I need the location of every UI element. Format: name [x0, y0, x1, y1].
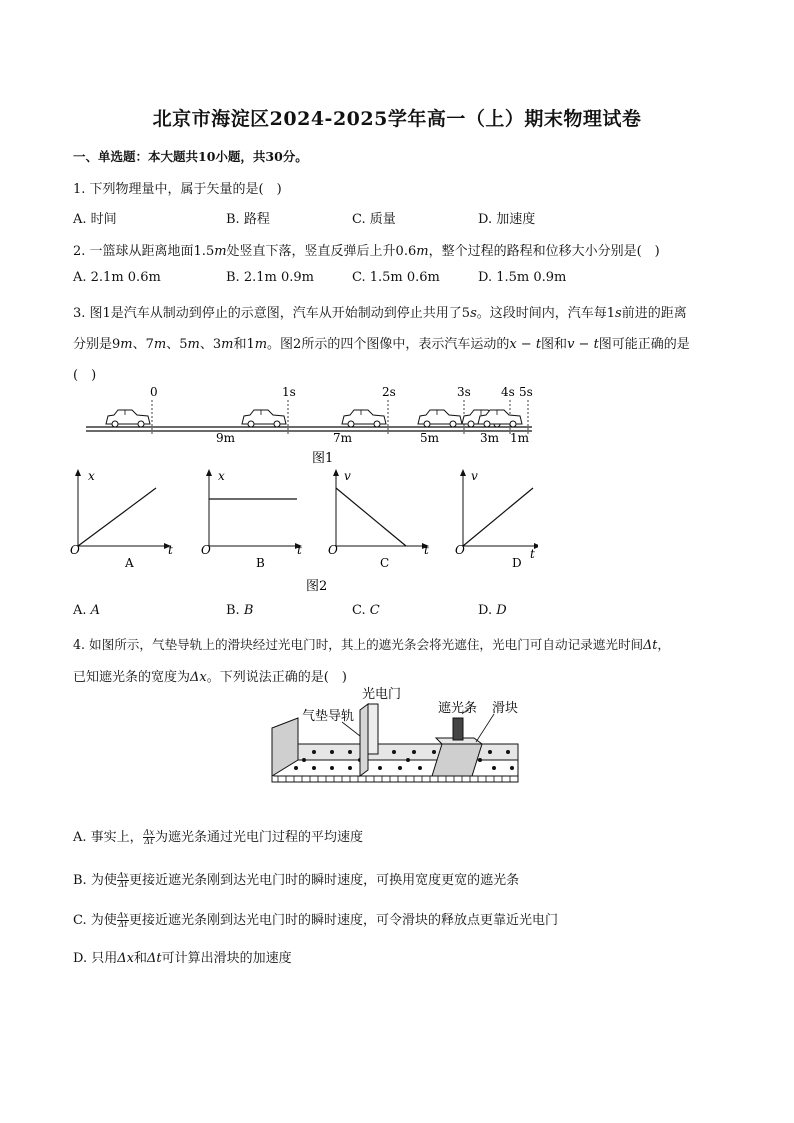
q3-text: 和1 [233, 337, 255, 352]
graph-label: A [125, 556, 134, 570]
q3-text: 前进的距离 [621, 306, 687, 321]
option-answer: C [369, 603, 380, 618]
y-axis-label: v [344, 469, 351, 483]
time-label: 1s [282, 385, 296, 399]
velocity-fraction [117, 872, 129, 889]
shading-strip-label: 遮光条 [438, 701, 478, 716]
graph-label: D [512, 556, 522, 570]
option-prefix: B. [226, 603, 244, 618]
time-label: 5s [519, 385, 533, 399]
q2-option-d: D. 1.5m 0.9m [478, 270, 567, 285]
graph-a [70, 469, 173, 570]
fraction-denominator: Δt [118, 880, 128, 889]
velocity-fraction [143, 829, 155, 846]
option-text: B. 为使 [73, 873, 117, 888]
x-axis-label: t [530, 547, 535, 561]
question-2-stem [73, 240, 660, 259]
q1-option-a: A. 时间 [73, 212, 117, 227]
page-title: 北京市海淀区2024-2025学年高一（上）期末物理试卷 [152, 108, 642, 130]
question-3-line1 [73, 302, 687, 321]
option-answer: D [496, 603, 507, 618]
origin-label: O [328, 543, 338, 557]
option-text: 可计算出滑块的加速度 [161, 951, 292, 966]
distance-label: 5m [420, 431, 440, 445]
question-1-stem: 1. 下列物理量中，属于矢量的是( ) [73, 182, 282, 197]
photogate-label: 光电门 [362, 687, 402, 702]
y-axis-label: v [471, 469, 478, 483]
fraction-denominator: Δt [118, 920, 128, 929]
x-axis-label: t [297, 543, 302, 557]
figure-2-graphs [68, 466, 538, 596]
origin-label: O [70, 543, 80, 557]
origin-label: O [455, 543, 465, 557]
question-4-line2 [73, 666, 347, 685]
q3-text: 图和 [541, 337, 568, 352]
figure-2-caption: 图2 [306, 579, 328, 594]
distance-label: 9m [216, 431, 236, 445]
air-track-figure [268, 684, 530, 790]
q3-text: 。图2所示的四个图像中，表示汽车运动的 [267, 337, 510, 352]
question-3-line3: ( ) [73, 368, 97, 383]
unit-m: m [214, 244, 227, 259]
distance-label: 3m [480, 431, 500, 445]
q3-text: 、7 [132, 337, 154, 352]
option-text: D. 只用 [73, 951, 118, 966]
delta-t-symbol: Δt [643, 637, 658, 652]
time-label: 0 [150, 385, 158, 399]
x-t-symbol: x − t [509, 337, 542, 352]
distance-label: 7m [333, 431, 353, 445]
q1-option-c: C. 质量 [352, 212, 396, 227]
q2-stem-part1: 2. 一篮球从距离地面1.5 [73, 244, 215, 259]
time-label: 4s [501, 385, 515, 399]
distance-label: 1m [510, 431, 530, 445]
car-icon [342, 410, 386, 427]
graph-d [455, 469, 538, 570]
x-axis-label: t [168, 543, 173, 557]
time-label: 3s [457, 385, 471, 399]
option-prefix: D. [478, 603, 497, 618]
graph-label: C [380, 556, 390, 570]
q4-option-a [73, 826, 363, 846]
y-axis-label: x [88, 469, 95, 483]
unit-m: m [221, 337, 234, 352]
question-3-line2 [73, 333, 690, 352]
car-icon [418, 410, 462, 427]
q3-text: 。这段时间内，汽车每1 [476, 306, 616, 321]
q2-option-c: C. 1.5m 0.6m [352, 270, 440, 285]
time-label: 2s [382, 385, 396, 399]
unit-s: s [615, 306, 622, 321]
q3-text: 3. 图1是汽车从制动到停止的示意图，汽车从开始制动到停止共用了5 [73, 306, 471, 321]
option-text: 更接近遮光条刚到达光电门时的瞬时速度，可换用宽度更宽的遮光条 [129, 873, 520, 888]
q2-option-a: A. 2.1m 0.6m [73, 270, 161, 285]
unit-m: m [153, 337, 167, 352]
graph-label: B [256, 556, 265, 570]
question-4-line1 [73, 634, 670, 653]
option-prefix: C. [352, 603, 370, 618]
y-axis-label: x [218, 469, 225, 483]
unit-m: m [254, 337, 268, 352]
fraction-numerator: Δx [143, 828, 154, 837]
option-answer: A [90, 603, 101, 618]
option-text: 为遮光条通过光电门过程的平均速度 [154, 830, 363, 845]
q4-option-d [73, 947, 292, 966]
delta-x-symbol: Δx [190, 670, 207, 685]
q4-text: 4. 如图所示，气垫导轨上的滑块经过光电门时，其上的遮光条会将光遮住，光电门可自动记录遮光时间 [73, 637, 644, 652]
unit-m: m [416, 244, 429, 259]
q1-option-b: B. 路程 [226, 212, 270, 227]
car-icon [242, 410, 286, 427]
slider-label: 滑块 [492, 701, 519, 716]
option-text: 更接近遮光条刚到达光电门时的瞬时速度，可令滑块的释放点更靠近光电门 [129, 913, 559, 928]
delta-t-symbol: Δt [146, 951, 162, 966]
q3-option-d [478, 603, 507, 618]
graph-b [201, 469, 302, 570]
fraction-denominator: Δt [144, 837, 154, 846]
velocity-fraction [117, 912, 129, 929]
option-text: 和 [133, 951, 147, 966]
q1-option-d: D. 加速度 [478, 212, 536, 227]
figure-1-braking-diagram [80, 378, 550, 466]
unit-m: m [187, 337, 200, 352]
option-prefix: A. [73, 603, 91, 618]
option-text: C. 为使 [73, 913, 117, 928]
v-t-symbol: v − t [567, 337, 599, 352]
fraction-numerator: Δx [117, 871, 129, 880]
q3-option-a [73, 603, 100, 618]
fraction-numerator: Δx [117, 911, 129, 920]
unit-m: m [120, 337, 133, 352]
section-heading: 一、单选题：本大题共10小题，共30分。 [73, 149, 308, 164]
x-axis-label: t [424, 543, 429, 557]
q4-text: ， [657, 637, 670, 652]
q2-stem-part2: 处竖直下落，竖直反弹后上升0.6 [226, 244, 417, 259]
q4-text: 已知遮光条的宽度为 [73, 670, 191, 685]
unit-s: s [470, 306, 477, 321]
car-icon [106, 410, 150, 427]
q4-text: 。下列说法正确的是( ) [206, 670, 347, 685]
q2-stem-part3: ，整个过程的路程和位移大小分别是( ) [428, 244, 660, 259]
q2-option-b: B. 2.1m 0.9m [226, 270, 314, 285]
q3-option-c [352, 603, 380, 618]
q3-text: 、3 [199, 337, 222, 352]
q4-option-b [73, 869, 519, 889]
q3-text: 图可能正确的是 [598, 337, 690, 352]
q4-option-c [73, 909, 558, 929]
origin-label: O [201, 543, 211, 557]
graph-c [328, 469, 429, 570]
option-text: A. 事实上， [73, 830, 143, 845]
air-track-label: 气垫导轨 [302, 709, 355, 724]
delta-x-symbol: Δx [117, 951, 134, 966]
q3-option-b [226, 603, 253, 618]
figure-1-caption: 图1 [312, 451, 334, 466]
q3-text: 、5 [166, 337, 188, 352]
option-answer: B [243, 603, 254, 618]
q3-text: 分别是9 [73, 337, 121, 352]
